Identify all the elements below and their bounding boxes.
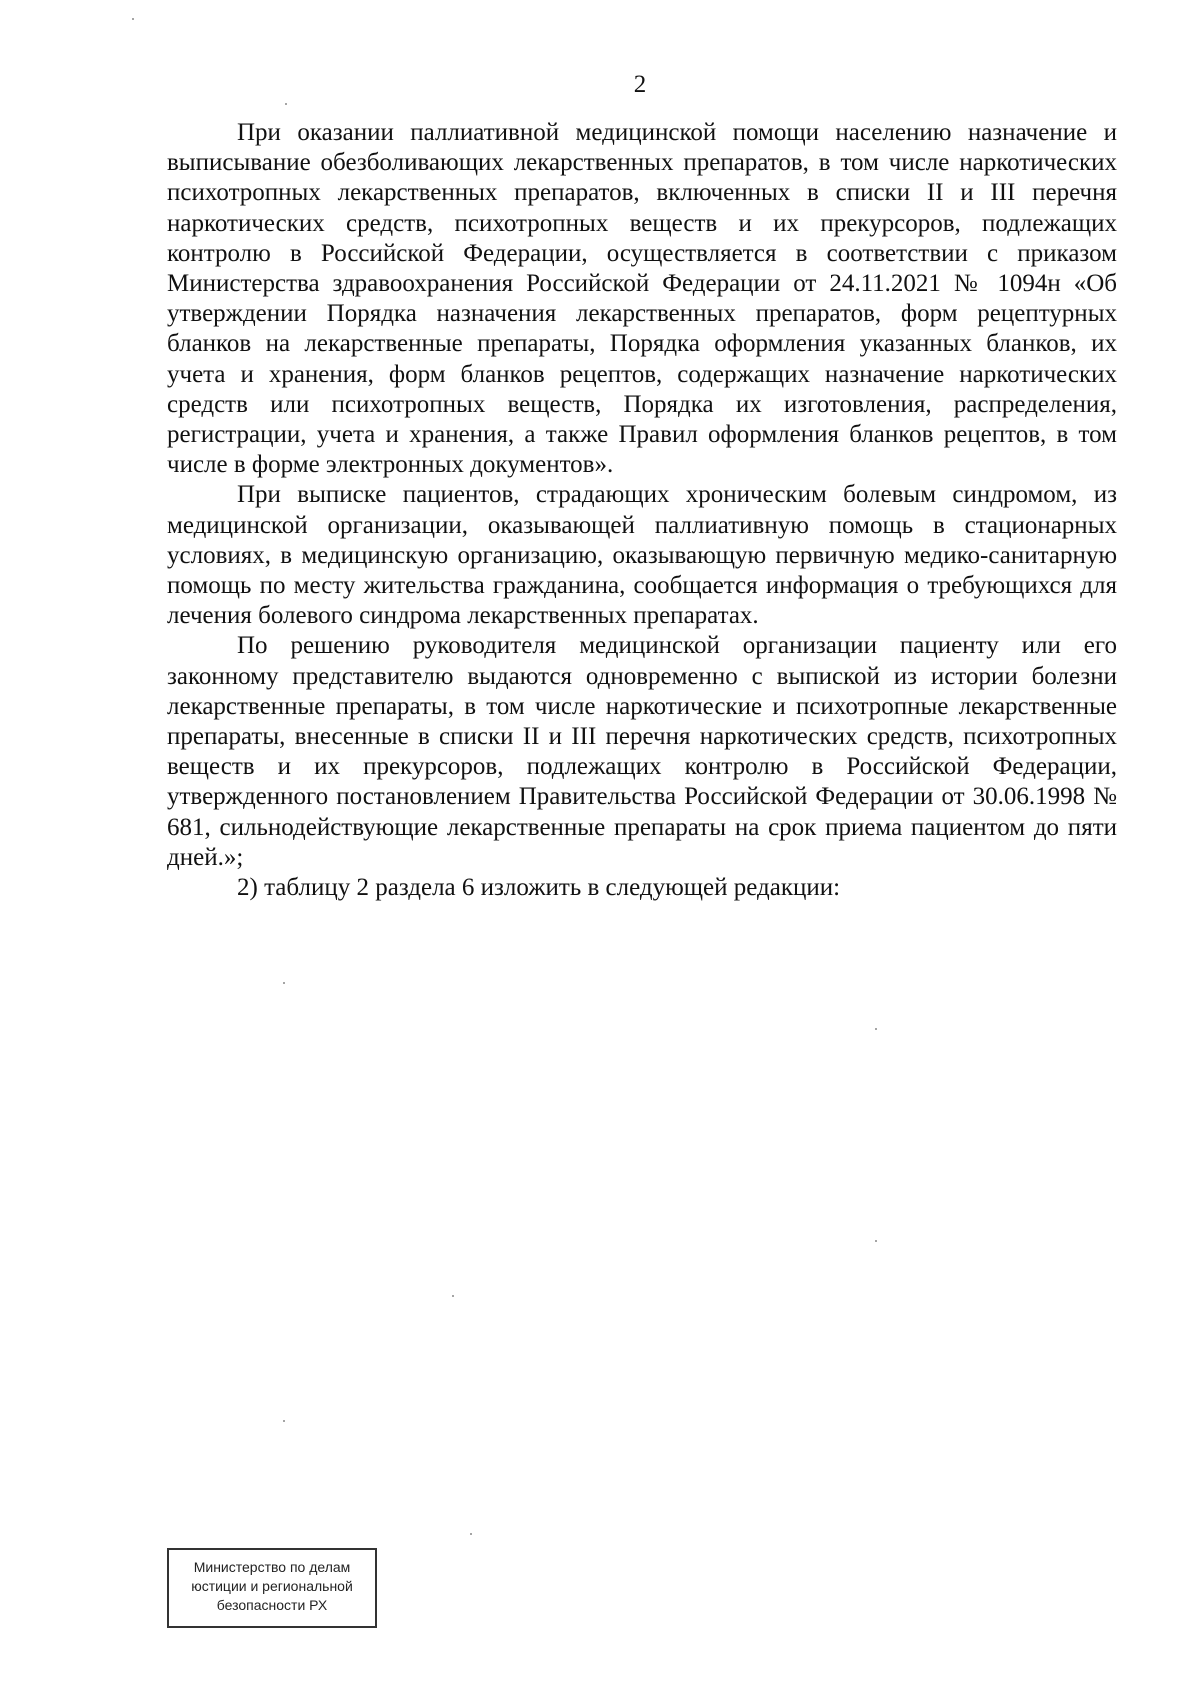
paragraph-table-amendment: 2) таблицу 2 раздела 6 изложить в следующей редакции: [237, 874, 841, 902]
registration-stamp [167, 1548, 377, 1628]
scan-speck [875, 1028, 877, 1030]
scan-speck [283, 982, 285, 984]
stamp-line: Министерство по делам [193, 1559, 351, 1575]
scan-speck [283, 1420, 285, 1422]
paragraph-medication-issuance: По решению руководителя медицинской организации пациенту или его законному представителю выдаются одновременно с выпиской из истории болезни лекарственные препараты, в том числе наркотические и психотропные лекарственные препараты, внесенные в списки II и III перечня наркотических средств, психотропных веществ и их прекурсоров, подлежащих контролю в Российской Федерации, утвержденного постановлением Правительства Российской Федерации от 30.06.1998 № 681, сильнодействующие лекарственные препараты на срок приема пациентом до пяти дней.»; [167, 632, 1117, 871]
scan-speck [470, 1533, 472, 1535]
scan-speck [132, 18, 134, 20]
scan-speck [875, 1240, 877, 1242]
stamp-line: безопасности РХ [216, 1597, 328, 1613]
scan-speck [452, 1295, 454, 1297]
paragraph-palliative-prescription: При оказании паллиативной медицинской помощи населению назначение и выписывание обезболивающих лекарственных препаратов, в том числе наркотических психотропных лекарственных препаратов, включенных в списки II и III перечня наркотических средств, психотропных веществ и их прекурсоров, подлежащих контролю в Российской Федерации, осуществляется в соответствии с приказом Министерства здравоохранения Российской Федерации от 24.11.2021 № 1094н «Об утверждении Порядка назначения лекарственных препаратов, форм рецептурных бланков на лекарственные препараты, Порядка оформления указанных бланков, их учета и хранения, форм бланков рецептов, содержащих назначение наркотических средств или психотропных веществ, Порядка их изготовления, распределения, регистрации, учета и хранения, а также Правил оформления бланков рецептов, в том числе в форме электронных документов». [167, 119, 1117, 479]
scan-speck [285, 103, 287, 105]
paragraph-patient-discharge: При выписке пациентов, страдающих хроническим болевым синдромом, из медицинской организации, оказывающей паллиативную помощь в стационарных условиях, в медицинскую организацию, оказывающую первичную медико-санитарную помощь по месту жительства гражданина, сообщается информация о требующихся для лечения болевого синдрома лекарственных препаратах. [167, 481, 1117, 630]
stamp-line: юстиции и региональной [191, 1578, 353, 1594]
document-body [167, 118, 1117, 903]
page-number: 2 [633, 71, 647, 98]
